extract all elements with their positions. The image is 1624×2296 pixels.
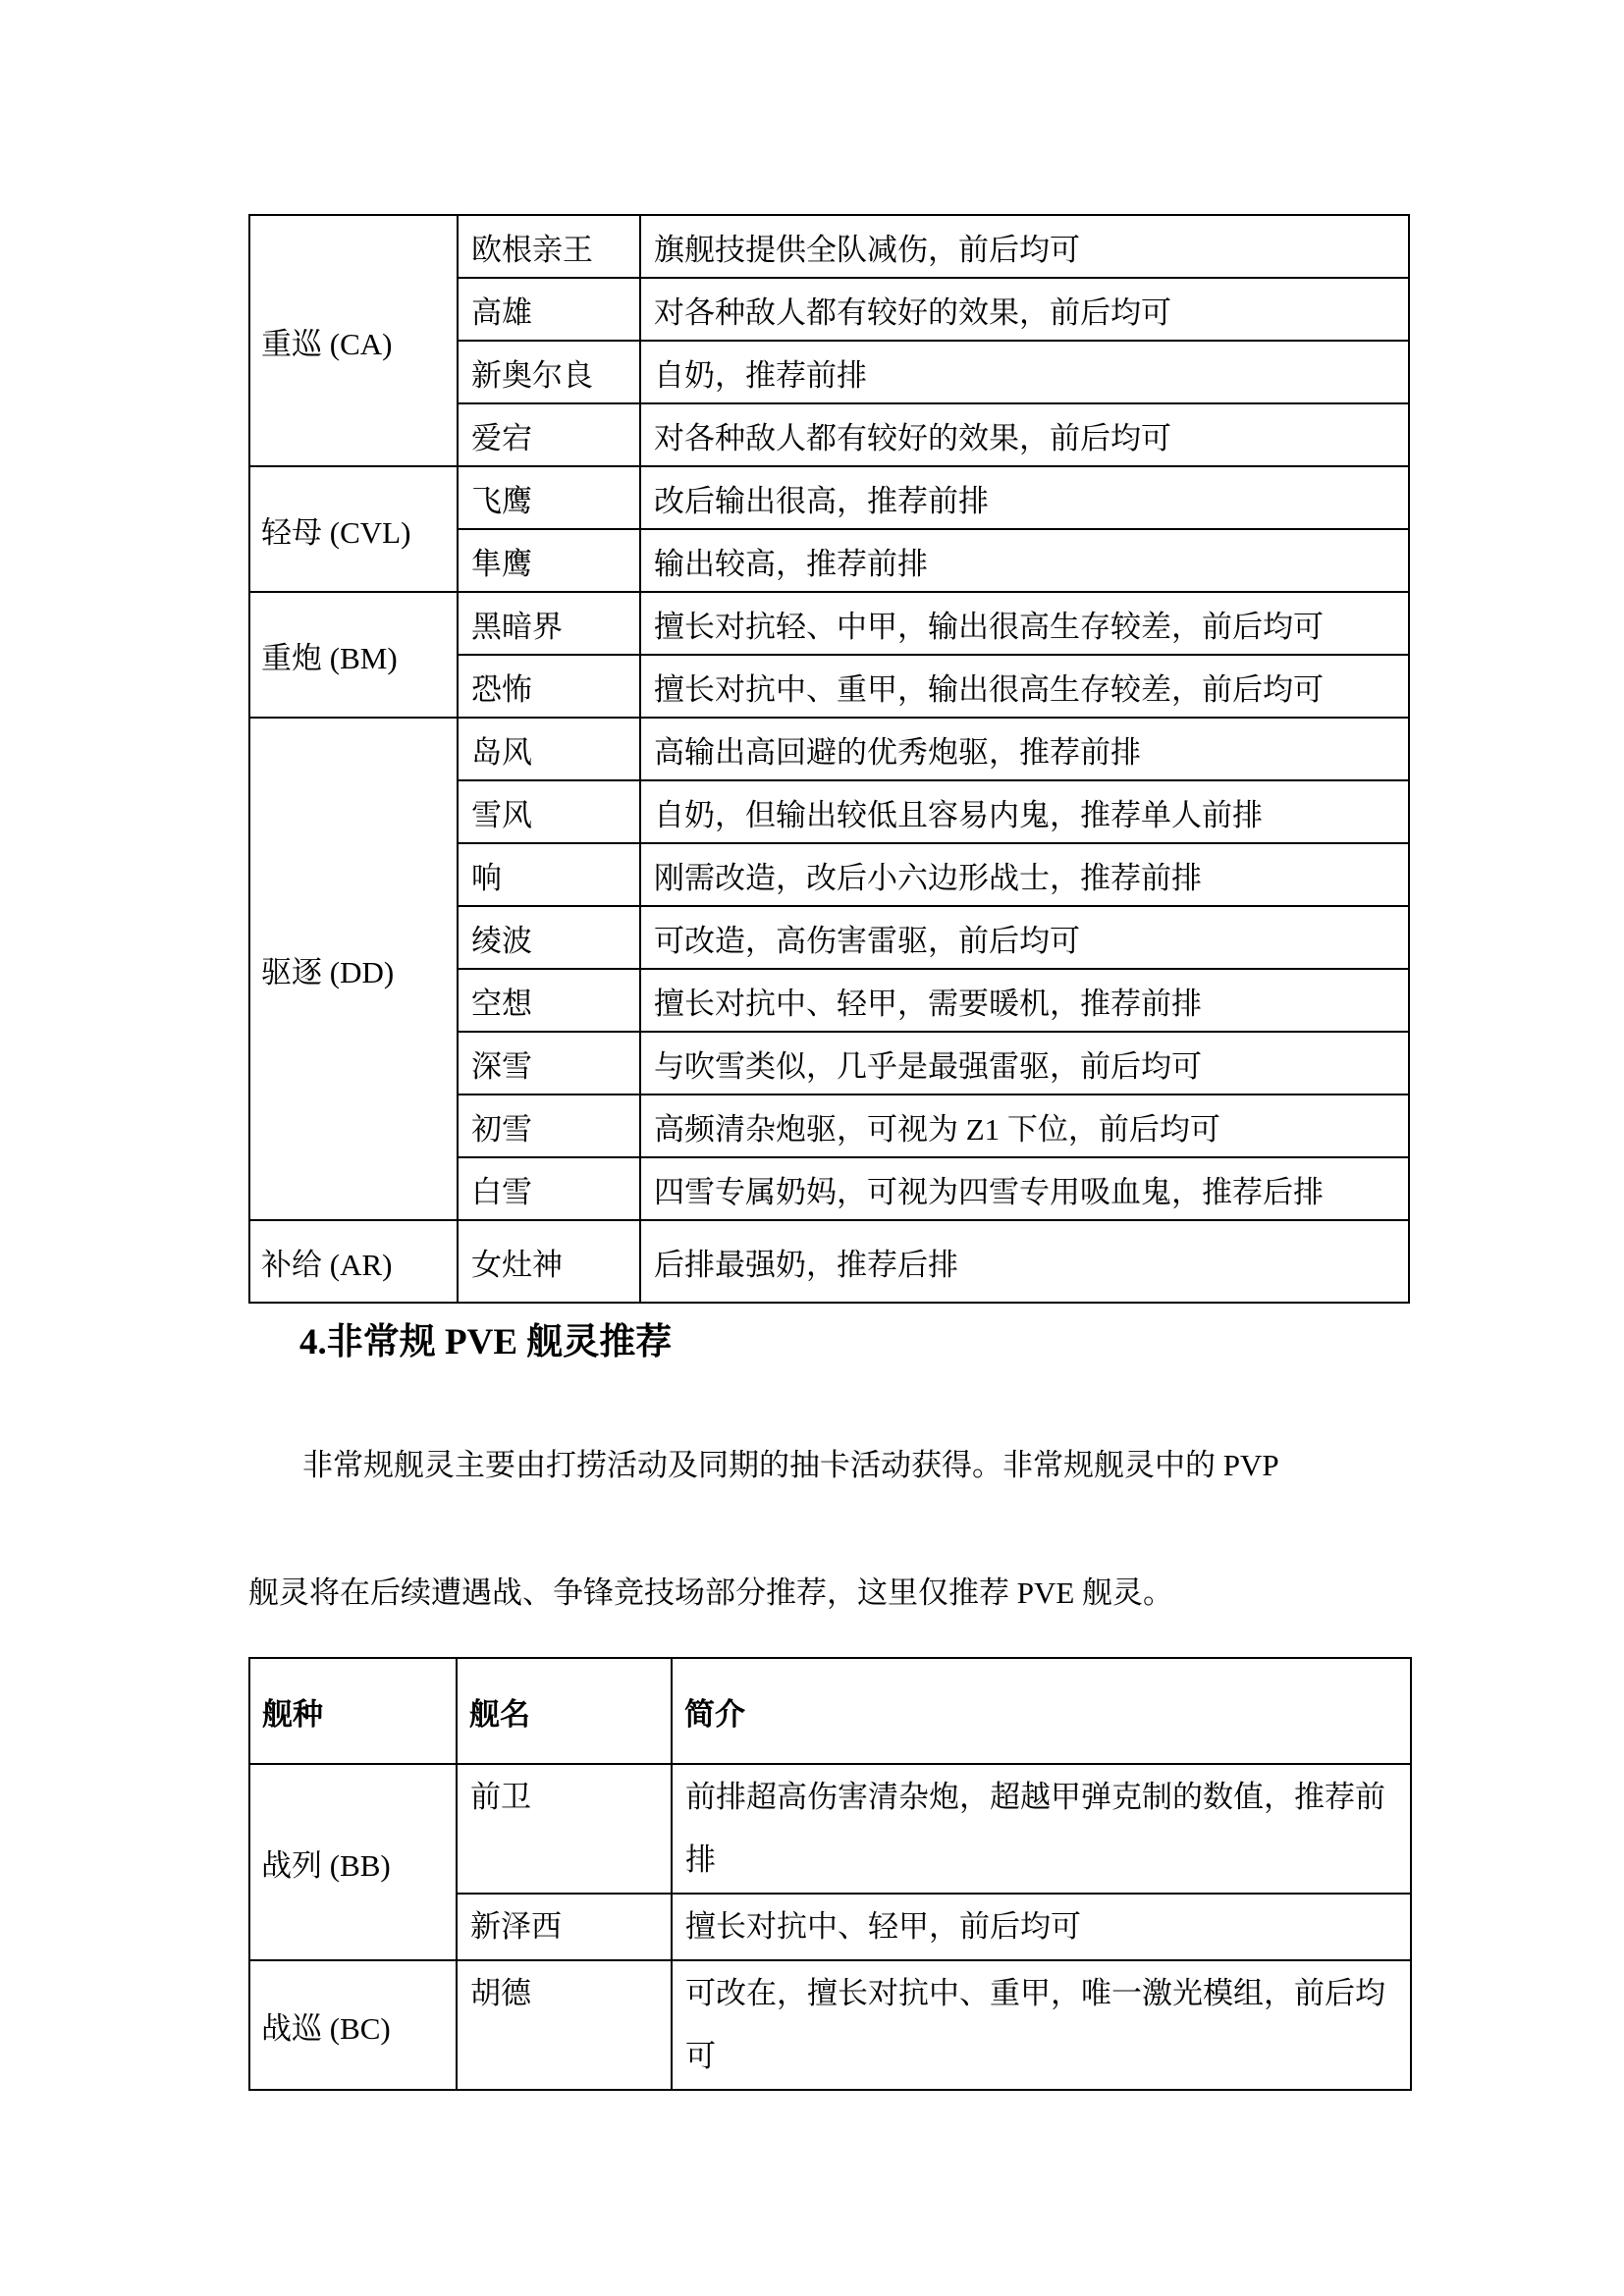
ship-name-cell: 胡德 (457, 1960, 672, 2090)
ship-desc-cell: 可改造，高伤害雷驱，前后均可 (640, 906, 1409, 969)
ship-name-cell: 飞鹰 (458, 466, 640, 529)
ship-name-cell: 恐怖 (458, 655, 640, 718)
table-header-row (249, 1658, 1411, 1764)
ship-name-cell: 空想 (458, 969, 640, 1032)
ship-class-cell: 战巡 (BC) (249, 1960, 457, 2090)
ship-name-cell: 女灶神 (458, 1220, 640, 1303)
ship-class-cell: 重炮 (BM) (249, 592, 458, 718)
ship-desc-cell: 高频清杂炮驱，可视为 Z1 下位，前后均可 (640, 1095, 1409, 1157)
ship-name-cell: 前卫 (457, 1764, 672, 1894)
ship-name-cell: 爱宕 (458, 403, 640, 466)
ship-name-cell: 响 (458, 843, 640, 906)
ship-name-cell: 深雪 (458, 1032, 640, 1095)
ship-name-cell: 雪风 (458, 780, 640, 843)
ship-class-cell: 驱逐 (DD) (249, 718, 458, 1220)
ship-desc-cell: 前排超高伤害清杂炮，超越甲弹克制的数值，推荐前排 (672, 1764, 1411, 1894)
ship-desc-cell: 可改在，擅长对抗中、重甲，唯一激光模组，前后均可 (672, 1960, 1411, 2090)
ship-name-cell: 新奥尔良 (458, 341, 640, 403)
ship-desc-cell: 擅长对抗中、轻甲，前后均可 (672, 1894, 1411, 1960)
ship-desc-cell: 自奶，但输出较低且容易内鬼，推荐单人前排 (640, 780, 1409, 843)
ship-name-cell: 高雄 (458, 278, 640, 341)
table-row (249, 1764, 1411, 1894)
ship-class-cell: 补给 (AR) (249, 1220, 458, 1303)
ship-desc-cell: 高输出高回避的优秀炮驱，推荐前排 (640, 718, 1409, 780)
ship-desc-cell: 自奶，推荐前排 (640, 341, 1409, 403)
ship-name-cell: 绫波 (458, 906, 640, 969)
table-row (249, 1960, 1411, 2090)
table-row (249, 592, 1409, 655)
section-heading: 4.非常规 PVE 舰灵推荐 (299, 1322, 673, 1362)
paragraph-line: 非常规舰灵主要由打捞活动及同期的抽卡活动获得。非常规舰灵中的 PVP (302, 1448, 1279, 1482)
table-row (249, 466, 1409, 529)
ship-name-cell: 初雪 (458, 1095, 640, 1157)
ship-desc-cell: 改后输出很高，推荐前排 (640, 466, 1409, 529)
table-row (249, 1220, 1409, 1303)
ship-desc-cell: 与吹雪类似，几乎是最强雷驱，前后均可 (640, 1032, 1409, 1095)
ship-desc-cell: 擅长对抗中、轻甲，需要暖机，推荐前排 (640, 969, 1409, 1032)
ship-name-cell: 欧根亲王 (458, 215, 640, 278)
ship-desc-cell: 四雪专属奶妈，可视为四雪专用吸血鬼，推荐后排 (640, 1157, 1409, 1220)
ship-desc-cell: 对各种敌人都有较好的效果，前后均可 (640, 278, 1409, 341)
paragraph-line: 舰灵将在后续遭遇战、争锋竞技场部分推荐，这里仅推荐 PVE 舰灵。 (248, 1575, 1174, 1610)
ship-class-cell: 重巡 (CA) (249, 215, 458, 466)
ship-name-cell: 隼鹰 (458, 529, 640, 592)
ship-name-cell: 白雪 (458, 1157, 640, 1220)
ship-desc-cell: 后排最强奶，推荐后排 (640, 1220, 1409, 1303)
ship-desc-cell: 刚需改造，改后小六边形战士，推荐前排 (640, 843, 1409, 906)
ship-desc-cell: 旗舰技提供全队减伤，前后均可 (640, 215, 1409, 278)
ship-name-cell: 岛风 (458, 718, 640, 780)
ship-desc-cell: 擅长对抗中、重甲，输出很高生存较差，前后均可 (640, 655, 1409, 718)
ship-name-cell: 新泽西 (457, 1894, 672, 1960)
ship-class-cell: 轻母 (CVL) (249, 466, 458, 592)
table-row (249, 215, 1409, 278)
ship-desc-cell: 擅长对抗轻、中甲，输出很高生存较差，前后均可 (640, 592, 1409, 655)
column-header-ship-class: 舰种 (249, 1658, 457, 1764)
standard-pve-ship-table (248, 214, 1410, 1304)
ship-desc-cell: 对各种敌人都有较好的效果，前后均可 (640, 403, 1409, 466)
ship-class-cell: 战列 (BB) (249, 1764, 457, 1960)
ship-name-cell: 黑暗界 (458, 592, 640, 655)
column-header-ship-name: 舰名 (457, 1658, 672, 1764)
ship-desc-cell: 输出较高，推荐前排 (640, 529, 1409, 592)
unconventional-pve-ship-table (248, 1657, 1412, 2091)
column-header-ship-intro: 简介 (672, 1658, 1411, 1764)
table-row (249, 718, 1409, 780)
